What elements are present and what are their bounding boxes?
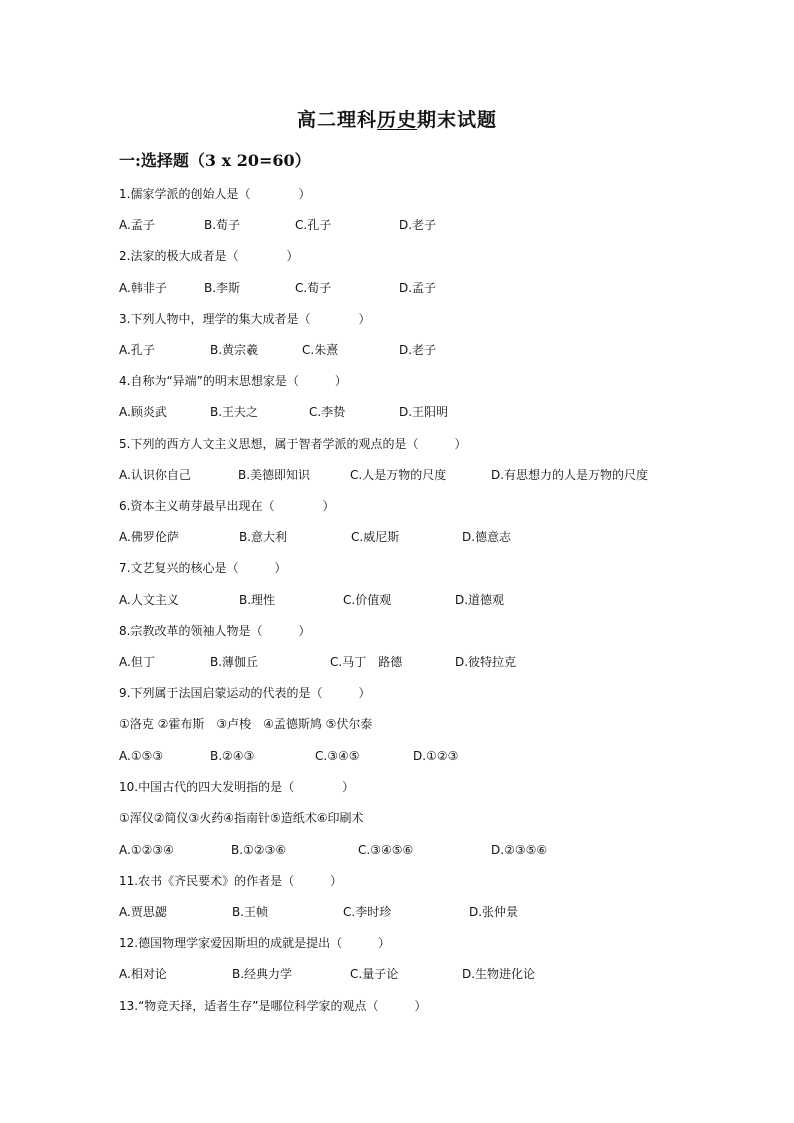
option-d: D.②③⑤⑥ <box>491 843 548 857</box>
question-stem: 6.资本主义萌芽最早出现在（ ） <box>119 499 335 513</box>
question-stem: 10.中国古代的四大发明指的是（ ） <box>119 780 355 794</box>
question-stem: 1.儒家学派的创始人是（ ） <box>119 187 311 201</box>
option-b: B.荀子 <box>204 218 241 232</box>
option-b: B.①②③⑥ <box>231 843 287 857</box>
option-a: A.人文主义 <box>119 593 179 607</box>
option-c: C.李贽 <box>309 405 346 419</box>
option-a: A.贾思勰 <box>119 905 167 919</box>
question-stem: 7.文艺复兴的核心是（ ） <box>119 561 287 575</box>
option-b: B.意大利 <box>239 530 288 544</box>
option-b: B.王帧 <box>232 905 269 919</box>
option-a: A.顾炎武 <box>119 405 167 419</box>
option-c: C.马丁 路德 <box>330 655 403 669</box>
option-b: B.经典力学 <box>232 967 293 981</box>
option-b: B.②④③ <box>210 749 255 763</box>
option-d: D.道德观 <box>455 593 505 607</box>
option-c: C.威尼斯 <box>351 530 400 544</box>
option-d: D.生物进化论 <box>462 967 536 981</box>
option-c: C.朱熹 <box>302 343 339 357</box>
choice-list: ①洛克 ②霍布斯 ③卢梭 ④孟德斯鸠 ⑤伏尔泰 <box>119 717 373 731</box>
question-stem: 4.自称为“异端”的明末思想家是（ ） <box>119 374 347 388</box>
option-a: A.孟子 <box>119 218 155 232</box>
option-b: B.黄宗羲 <box>210 343 259 357</box>
option-b: B.美德即知识 <box>238 468 311 482</box>
option-c: C.量子论 <box>350 967 399 981</box>
option-c: C.③④⑤⑥ <box>358 843 414 857</box>
option-d: D.孟子 <box>399 281 437 295</box>
option-d: D.老子 <box>399 218 437 232</box>
option-c: C.③④⑤ <box>315 749 360 763</box>
option-a: A.孔子 <box>119 343 155 357</box>
option-d: D.张仲景 <box>469 905 519 919</box>
option-b: B.王夫之 <box>210 405 259 419</box>
option-d: D.老子 <box>399 343 437 357</box>
page-title <box>0 105 794 132</box>
option-a: A.①②③④ <box>119 843 174 857</box>
option-a: A.认识你自己 <box>119 468 191 482</box>
option-d: D.王阳明 <box>399 405 449 419</box>
question-stem: 11.农书《齐民要术》的作者是（ ） <box>119 874 343 888</box>
option-d: D.有思想力的人是万物的尺度 <box>491 468 649 482</box>
title-underlined-part: 历史 <box>376 109 417 131</box>
question-stem: 13.“物竞天择，适者生存”是哪位科学家的观点（ ） <box>119 999 427 1013</box>
option-a: A.相对论 <box>119 967 167 981</box>
option-d: D.①②③ <box>413 749 459 763</box>
option-c: C.价值观 <box>343 593 392 607</box>
option-b: B.李斯 <box>204 281 241 295</box>
option-a: A.韩非子 <box>119 281 167 295</box>
title-part-1: 高二理科 <box>296 109 377 131</box>
option-c: C.孔子 <box>295 218 332 232</box>
option-b: B.薄伽丘 <box>210 655 259 669</box>
option-a: A.①⑤③ <box>119 749 164 763</box>
option-c: C.荀子 <box>295 281 332 295</box>
option-d: D.彼特拉克 <box>455 655 517 669</box>
option-b: B.理性 <box>239 593 276 607</box>
question-stem: 8.宗教改革的领袖人物是（ ） <box>119 624 311 638</box>
question-stem: 5.下列的西方人文主义思想，属于智者学派的观点的是（ ） <box>119 437 467 451</box>
question-stem: 2.法家的极大成者是（ ） <box>119 249 299 263</box>
option-c: C.李时珍 <box>343 905 392 919</box>
option-d: D.德意志 <box>462 530 512 544</box>
question-stem: 12.德国物理学家爱因斯坦的成就是提出（ ） <box>119 936 391 950</box>
question-stem: 3.下列人物中，理学的集大成者是（ ） <box>119 312 371 326</box>
option-a: A.但丁 <box>119 655 155 669</box>
title-part-2: 期末试题 <box>417 109 498 131</box>
question-stem: 9.下列属于法国启蒙运动的代表的是（ ） <box>119 686 371 700</box>
section-heading: 一:选择题（3 x 20=60） <box>119 151 311 170</box>
option-c: C.人是万物的尺度 <box>350 468 447 482</box>
option-a: A.佛罗伦萨 <box>119 530 179 544</box>
choice-list: ①浑仪②简仪③火药④指南针⑤造纸术⑥印刷术 <box>119 811 364 825</box>
